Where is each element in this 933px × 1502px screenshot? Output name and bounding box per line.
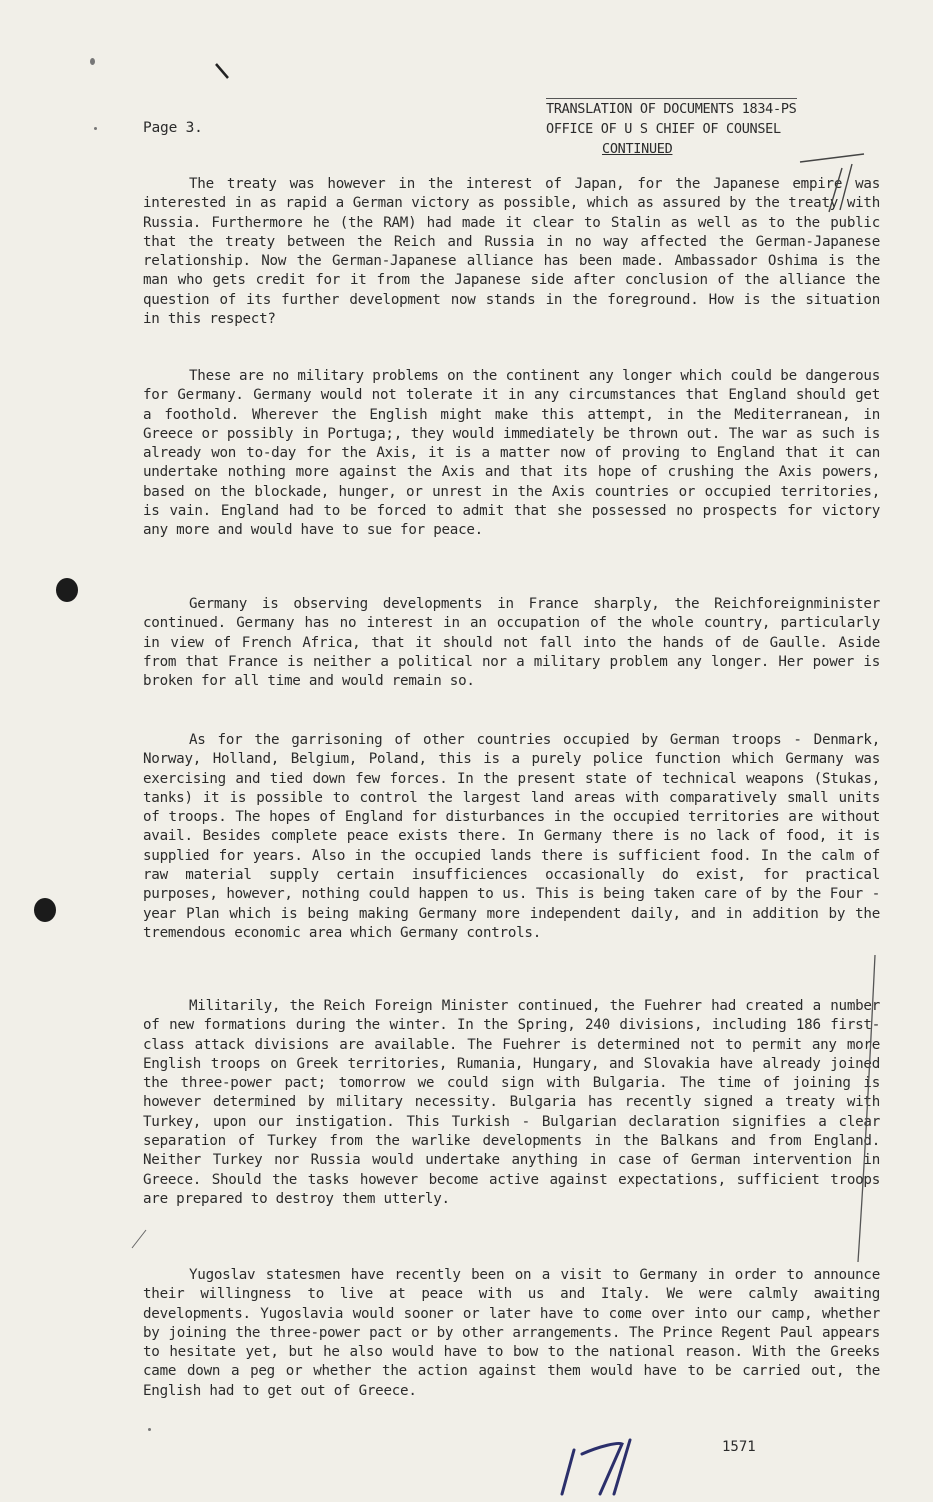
page-number: Page 3. <box>143 120 203 136</box>
header-line-2: OFFICE OF U S CHIEF OF COUNSEL <box>546 121 781 137</box>
paragraph-4: As for the garrisoning of other countries occupied by German troops - Denmark, Norway, Holland, Belgium, Poland, this is a purely police function which Germany was exercising and tied down few forces. In the present state of technical weapons (Stukas, tanks) it is possible to control the largest land areas with comparatively small units of troops. The hopes of England for disturbances in the occupied territories are without avail. Besides complete peace exists there. In Germany there is no lack of food, it is supplied for years. Also in the occupied lands there is sufficient food. In the calm of raw material supply certain insufficiences occasionally do exist, for practical purposes, however, nothing could happen to us. This is being taken care of by the Four - year Plan which is being making Germany more independent daily, and in addition by the tremendous economic area which Germany controls. <box>143 732 880 941</box>
punch-hole-lower <box>34 898 56 922</box>
header-line-3: CONTINUED <box>602 141 673 157</box>
paper-speck <box>148 1428 151 1431</box>
handwritten-folio-number <box>560 1428 670 1498</box>
paper-speck <box>90 58 95 65</box>
stamp-number: 1571 <box>722 1439 756 1455</box>
paper-speck <box>94 127 97 130</box>
punch-hole-upper <box>56 578 78 602</box>
pencil-stroke <box>132 1230 146 1248</box>
header-line-1: TRANSLATION OF DOCUMENTS 1834-PS <box>546 98 797 119</box>
paragraph-6: Yugoslav statesmen have recently been on a visit to Germany in order to announce their willingness to live at peace with us and Italy. We were calmly awaiting developments. Yugoslavia would sooner or later have to come over into our camp, whether by joining the three-power pact or by other arrangements. The Prince Regent Paul appears to hesitate yet, but he also would have to bow to the national reason. With the Greeks came down a peg or whether the action against them would have to be carried out, the English had to get out of Greece. <box>143 1267 880 1399</box>
paragraph-1: The treaty was however in the interest of Japan, for the Japanese empire was interested in as rapid a German victory as possible, which as assured by the treaty with Russia. Furthermore he (the RAM) had made it clear to Stalin as well as to the public that the treaty between the Reich and Russia in no way affected the German-Japanese relationship. Now the German-Japanese alliance has been made. Ambassador Oshima is the man who gets credit for it from the Japanese side after conclusion of the alliance the question of its further development now stands in the foreground. How is the situation in this respect? <box>143 176 880 328</box>
paragraph-3: Germany is observing developments in France sharply, the Reichforeignminister continued. Germany has no interest in an occupation of the whole country, particularly in view of French Africa, that it should not fall into the hands of de Gaulle. Aside from that France is neither a political nor a military problem any longer. Her power is broken for all time and would remain so. <box>143 596 880 690</box>
paragraph-2: These are no military problems on the continent any longer which could be dangerous for Germany. Germany would not tolerate it in any circumstances that England should get a foothold. Wherever the English might make this attempt, in the Mediterranean, in Greece or possibly in Portuga;, they would immediately be thrown out. The war as such is already won to-day for the Axis, it is a matter now of proving to England that it can undertake nothing more against the Axis and that its hope of crushing the Axis powers, based on the blockade, hunger, or unrest in the Axis countries or occupied territories, is vain. England had to be forced to admit that she possessed no prospects for victory any more and would have to sue for peace. <box>143 368 880 539</box>
paragraph-5: Militarily, the Reich Foreign Minister continued, the Fuehrer had created a number of new formations during the winter. In the Spring, 240 divisions, including 186 first-class attack divisions are available. The Fuehrer is determined not to permit any more English troops on Greek territories, Rumania, Hungary, and Slovakia have already joined the three-power pact; tomorrow we could sign with Bulgaria. The time of joining is however determined by military necessity. Bulgaria has recently signed a treaty with Turkey, upon our instigation. This Turkish - Bulgarian declaration signifies a clear separation of Turkey from the warlike developments in the Balkans and from England. Neither Turkey nor Russia would undertake anything in case of German intervention in Greece. Should the tasks however become active against expectations, sufficient troops are prepared to destroy them utterly. <box>143 998 880 1207</box>
ink-tick-mark <box>216 64 228 78</box>
document-header <box>546 98 866 159</box>
